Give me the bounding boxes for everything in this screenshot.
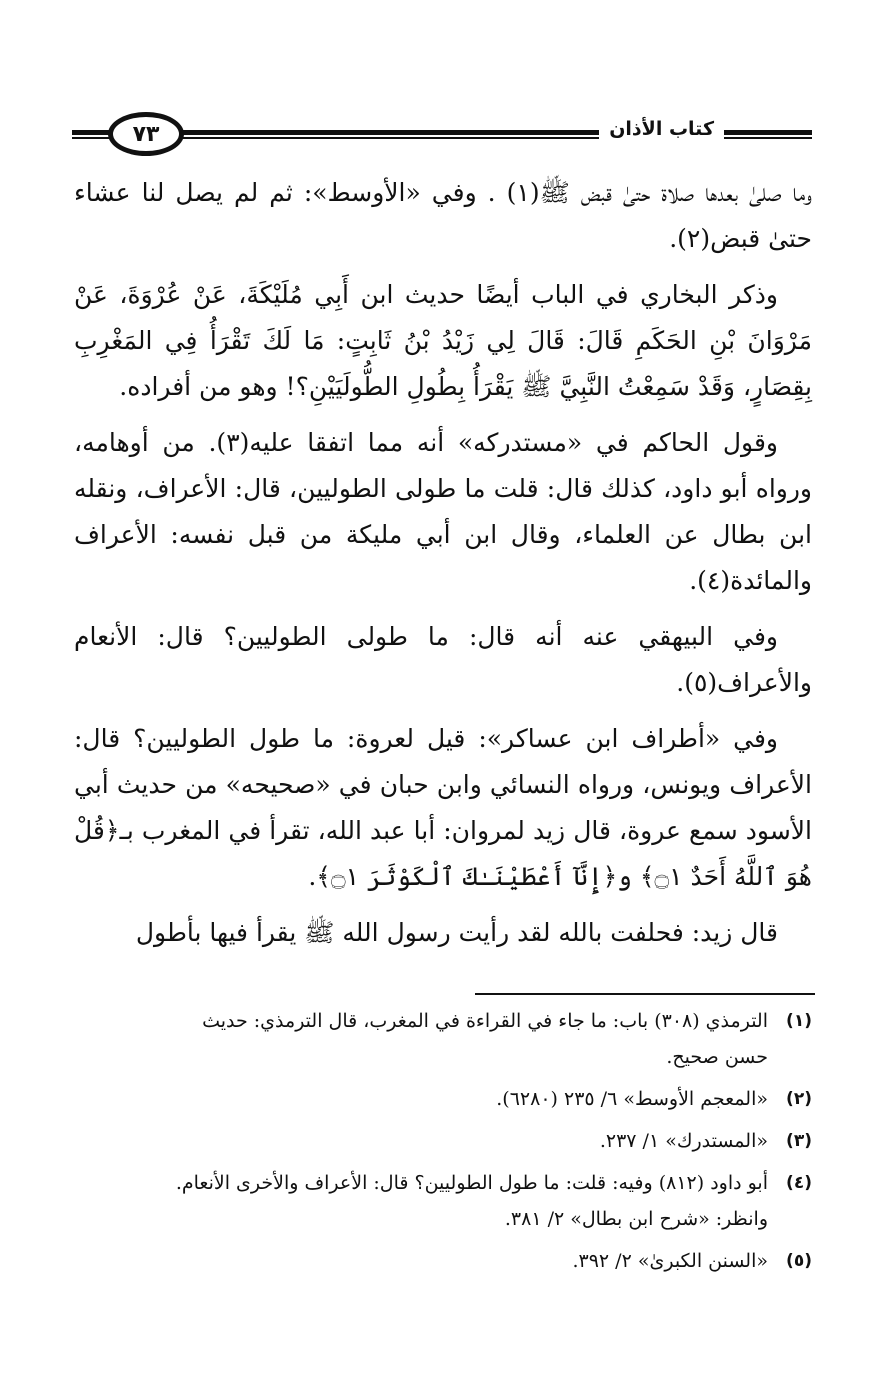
main-text	[74, 170, 812, 966]
footnote-text	[74, 1081, 768, 1117]
footnote-number: (٥)	[786, 1251, 812, 1271]
footnote-number: (١)	[786, 1011, 812, 1031]
chapter-title: كتاب الأذان	[599, 118, 724, 140]
footnote-number: (٤)	[786, 1173, 812, 1193]
footnote-3	[74, 1123, 812, 1159]
header-left-rule	[72, 130, 112, 139]
footnote-text	[74, 1243, 768, 1279]
header-right-rule	[756, 130, 812, 139]
footnote-divider	[475, 993, 815, 995]
footnote-number: (٢)	[786, 1089, 812, 1109]
footnote-5	[74, 1243, 812, 1279]
footnote-line: وانظر: «شرح ابن بطال» ٢/ ٣٨١.	[504, 1208, 768, 1230]
paragraph-2: وذكر البخاري في الباب أيضًا حديث ابن أَبِي مُلَيْكَةَ، عَنْ عُرْوَةَ، عَنْ مَرْوَانَ بْنِ الحَكَمِ قَالَ: قَالَ لِي زَيْدُ بْنُ ثَابِتٍ: مَا لَكَ تَقْرَأُ فِي المَغْرِبِ بِقِصَارٍ، وَقَدْ سَمِعْتُ النَّبِيَّ ﷺ يَقْرَأُ بِطُولِ الطُّولَيَيْنِ؟! وهو من أفراده.	[74, 280, 812, 401]
footnote-line: أبو داود (٨١٢) وفيه: قلت: ما طول الطوليين؟ قال: الأعراف والأخرى الأنعام.	[175, 1172, 768, 1194]
footnote-number: (٣)	[786, 1131, 812, 1151]
footnote-text	[74, 1165, 768, 1237]
footnote-2	[74, 1081, 812, 1117]
footnote-line: «المستدرك» ١/ ٢٣٧.	[599, 1130, 768, 1152]
paragraph-3: وقول الحاكم في «مستدركه» أنه مما اتفقا عليه(٣). من أوهامه، ورواه أبو داود، كذلك قال: قلت ما طولى الطوليين، قال: الأعراف، ونقله ابن بطال عن العلماء، وقال ابن أبي مليكة من قبل نفسه: الأعراف والمائدة(٤).	[74, 428, 812, 595]
footnote-text	[74, 1003, 768, 1075]
footnote-text	[74, 1123, 768, 1159]
footnote-1	[74, 1003, 812, 1075]
paragraph-1: وما صلىٰ بعدها صلاة حتىٰ قبض ﷺ(١) . وفي «الأوسط»: ثم لم يصل لنا عشاء حتىٰ قبض(٢).	[74, 178, 813, 253]
paragraph-5: وفي «أطراف ابن عساكر»: قيل لعروة: ما طول الطوليين؟ قال: الأعراف ويونس، ورواه النسائي وابن حبان في «صحيحه» من حديث أبي الأسود سمع عروة، قال زيد لمروان: أبا عبد الله، تقرأ في المغرب بـ﴿قُلْ هُوَ ٱللَّهُ أَحَدٌ ۝١﴾ و﴿إِنَّآ أَعْطَيْنَـٰكَ ٱلْكَوْثَرَ ۝١﴾.	[74, 724, 812, 891]
footnote-4	[74, 1165, 812, 1237]
page-header	[72, 108, 812, 160]
footnote-line: الترمذي (٣٠٨) باب: ما جاء في القراءة في المغرب، قال الترمذي: حديث	[202, 1010, 768, 1032]
paragraph-4: وفي البيهقي عنه أنه قال: ما طولى الطوليين؟ قال: الأنعام والأعراف(٥).	[74, 622, 812, 697]
footnote-line: «السنن الكبرىٰ» ٢/ ٣٩٢.	[572, 1250, 768, 1272]
footnotes	[74, 1003, 812, 1285]
footnote-line: حسن صحيح.	[666, 1046, 768, 1068]
paragraph-6: قال زيد: فحلفت بالله لقد رأيت رسول الله ﷺ يقرأ فيها بأطول	[135, 918, 778, 947]
page-number: ٧٣	[108, 112, 184, 156]
footnote-line: «المعجم الأوسط» ٦/ ٢٣٥ (٦٢٨٠).	[496, 1088, 768, 1110]
